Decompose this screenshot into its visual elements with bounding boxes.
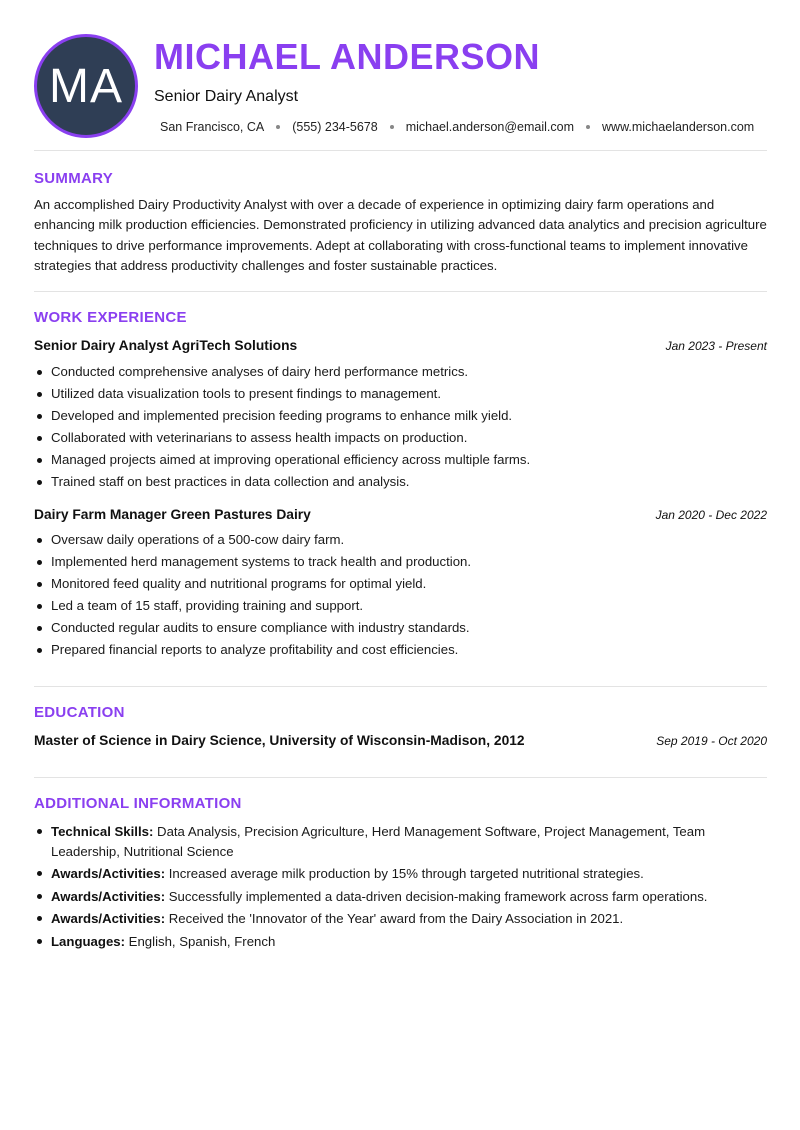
item-label: Languages: <box>51 933 126 949</box>
list-item: Led a team of 15 staff, providing training and support. <box>34 597 774 619</box>
list-item <box>34 887 774 907</box>
list-item <box>34 932 774 952</box>
job-dates: Jan 2023 - Present <box>665 339 767 353</box>
list-item: Managed projects aimed at improving operational efficiency across multiple farms. <box>34 451 774 473</box>
contact-location: San Francisco, CA <box>160 120 265 134</box>
item-text: Data Analysis, Precision Agriculture, Herd Management Software, Project Management, Team Leadership, Nutritional Science <box>51 824 706 859</box>
list-item: Oversaw daily operations of a 500-cow dairy farm. <box>34 531 774 553</box>
job-bullets <box>34 363 774 496</box>
education-entry <box>34 733 767 748</box>
separator-dot-icon <box>390 125 394 129</box>
education-heading: EDUCATION <box>34 704 125 721</box>
list-item: Trained staff on best practices in data collection and analysis. <box>34 473 774 495</box>
candidate-title: Senior Dairy Analyst <box>154 88 299 105</box>
item-text: Increased average milk production by 15% through targeted nutritional strategies. <box>165 866 644 881</box>
item-label: Awards/Activities: <box>51 866 166 881</box>
list-item: Conducted comprehensive analyses of dairy herd performance metrics. <box>34 363 774 385</box>
list-item: Conducted regular audits to ensure compliance with industry standards. <box>34 619 774 641</box>
item-label: Awards/Activities: <box>51 888 166 904</box>
item-text: Successfully implemented a data-driven decision-making framework across farm operations. <box>165 888 708 904</box>
contact-email[interactable]: michael.anderson@email.com <box>405 120 575 134</box>
list-item: Monitored feed quality and nutritional programs for optimal yield. <box>34 575 774 597</box>
job-header <box>34 338 767 353</box>
summary-text: An accomplished Dairy Productivity Analyst with over a decade of experience in optimizing dairy farm operations and enhancing milk production efficiencies. Demonstrated proficiency in utilizing advanced data analytics and precision agriculture techniques to drive performance improvements. Adept at collaborating with cross-functional teams to implement innovative strategies that address productivity challenges and foster sustainable practices. <box>34 197 767 273</box>
avatar <box>34 34 138 138</box>
list-item: Collaborated with veterinarians to assess health impacts on production. <box>34 429 774 451</box>
divider <box>34 150 767 151</box>
additional-list <box>34 822 774 954</box>
job-role: Senior Dairy Analyst AgriTech Solutions <box>34 338 298 353</box>
divider <box>34 291 767 292</box>
contact-website[interactable]: www.michaelanderson.com <box>602 120 755 134</box>
divider <box>34 686 767 687</box>
additional-heading: ADDITIONAL INFORMATION <box>34 795 242 812</box>
list-item: Utilized data visualization tools to present findings to management. <box>34 385 774 407</box>
summary-heading: SUMMARY <box>34 170 114 187</box>
job-header <box>34 507 767 522</box>
contact-phone: (555) 234-5678 <box>292 120 378 134</box>
job-role: Dairy Farm Manager Green Pastures Dairy <box>34 507 311 522</box>
list-item: Implemented herd management systems to track health and production. <box>34 553 774 575</box>
candidate-name: MICHAEL ANDERSON <box>154 36 541 77</box>
job-bullets <box>34 531 774 664</box>
divider <box>34 777 767 778</box>
education-degree: Master of Science in Dairy Science, University of Wisconsin-Madison, 2012 <box>34 733 525 748</box>
item-text: English, Spanish, French <box>125 933 276 949</box>
item-text: Received the 'Innovator of the Year' award from the Dairy Association in 2021. <box>165 911 624 926</box>
list-item <box>34 864 774 884</box>
experience-heading: WORK EXPERIENCE <box>34 309 187 326</box>
list-item <box>34 909 774 929</box>
item-label: Awards/Activities: <box>51 911 166 926</box>
job-dates: Jan 2020 - Dec 2022 <box>655 508 767 522</box>
list-item <box>34 822 774 861</box>
item-label: Technical Skills: <box>51 824 154 839</box>
avatar-initials: MA <box>49 59 123 113</box>
separator-dot-icon <box>276 125 280 129</box>
contact-line <box>160 120 754 134</box>
list-item: Developed and implemented precision feeding programs to enhance milk yield. <box>34 407 774 429</box>
list-item: Prepared financial reports to analyze profitability and cost efficiencies. <box>34 641 774 663</box>
education-dates: Sep 2019 - Oct 2020 <box>656 734 767 748</box>
separator-dot-icon <box>586 125 590 129</box>
